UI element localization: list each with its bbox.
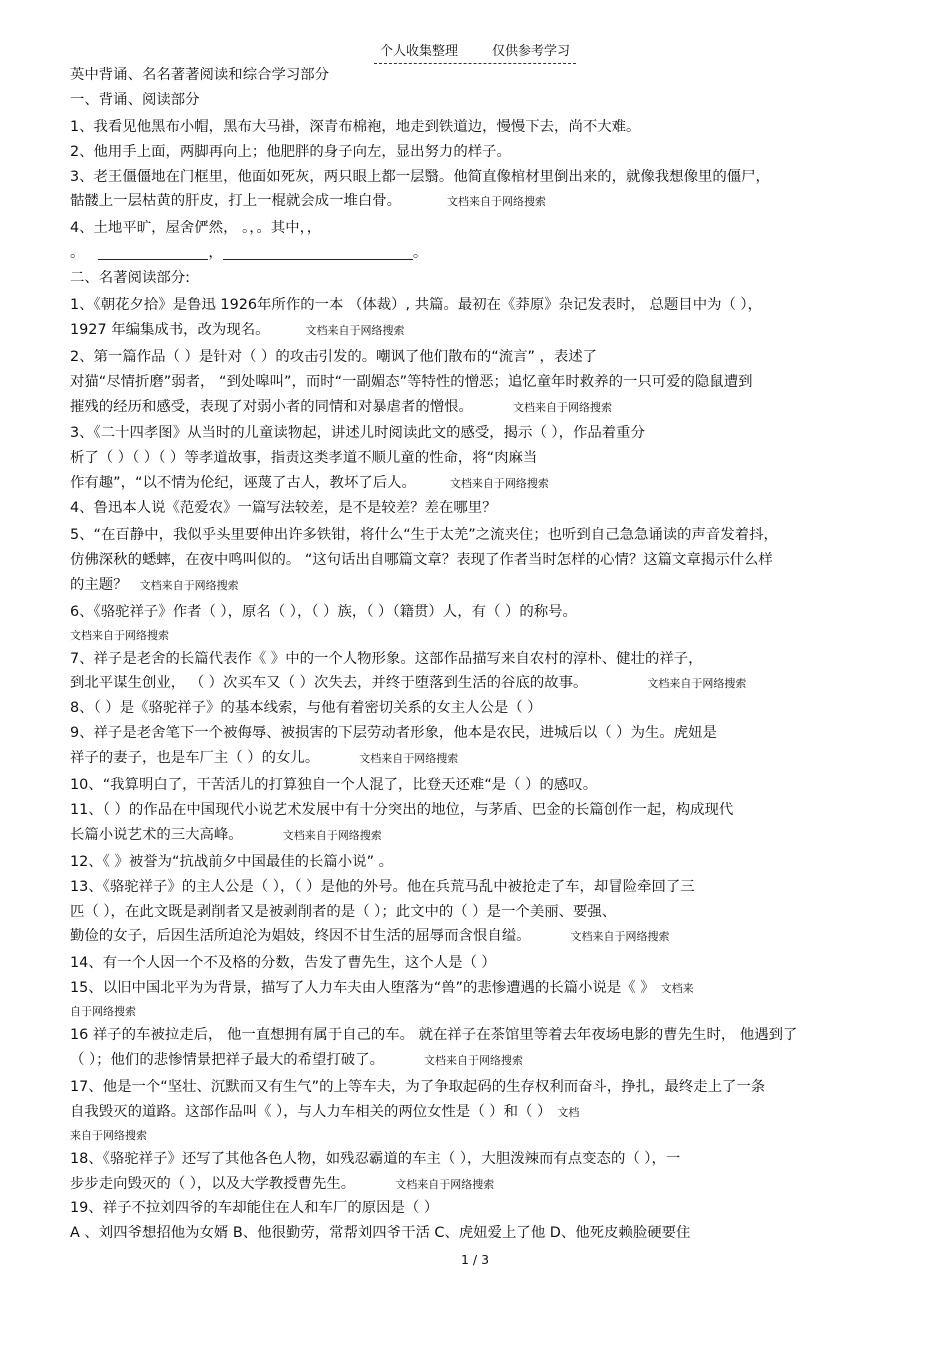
text-line: 5、“在百静中，我似乎头里要伸出许多铁钳，将什么“生于太羌”之流夹住；也听到自己急急诵读的声音发着抖， bbox=[70, 527, 778, 544]
text-line: 3、老王僵僵地在门框里，他面如死灰，两只眼上都一层翳。他简直像棺材里倒出来的，就像我想像里的僵尸， bbox=[70, 168, 770, 185]
line-text: 步步走向毁灭的（ ），以及大学教授曹先生。 bbox=[70, 1175, 356, 1192]
source-note: 文档来自于网络搜索 bbox=[70, 628, 169, 642]
source-note: 文档来自于网络搜索 bbox=[570, 930, 670, 944]
text-line: 2、他用手上面，两脚再向上；他肥胖的身子向左，显出努力的样子。 bbox=[70, 143, 511, 160]
source-note: 文档来自于网络搜索 bbox=[449, 477, 549, 491]
source-note: 文档来自于网络搜索 bbox=[359, 752, 459, 766]
text-line bbox=[70, 318, 890, 343]
choice-options: A 、刘四爷想招他为女婿 B、他很勤劳，常帮刘四爷干活 C、虎妞爱上了他 D、他死皮赖脸硬要住 bbox=[70, 1225, 691, 1242]
doc-title: 英中背诵、名名著著阅读和综合学习部分 bbox=[70, 67, 330, 83]
blank-underline bbox=[98, 243, 208, 260]
text-line: 3、《二十四孝图》从当时的儿童读物起，讲述儿时阅读此文的感受，揭示（ ），作品着重分 bbox=[70, 425, 645, 442]
text-line: 对猫“尽情折磨”弱者， “到处嗥叫”，而时“一副媚态”等特性的憎恶；追忆童年时救养的一只可爱的隐鼠遭到 bbox=[70, 373, 753, 390]
line-text: 作有趣”，“以不情为伦纪，诬蔑了古人，教坏了后人。 bbox=[70, 475, 416, 492]
text-line: 7、祥子是老舍的长篇代表作《 》中的一个人物形象。这部作品描写来自农村的淳朴、健壮的祥子， bbox=[70, 650, 703, 667]
source-note: 文档来自于网络搜索 bbox=[447, 195, 546, 209]
text-line: 12、《 》被誉为“抗战前夕中国最佳的长篇小说” 。 bbox=[70, 853, 393, 870]
text-line: 19、祥子不拉刘四爷的车却能住在人和车厂的原因是（ ） bbox=[70, 1200, 439, 1217]
line-text: ， bbox=[208, 245, 223, 262]
source-note: 文档来自于网络搜索 bbox=[512, 400, 612, 414]
text-line bbox=[70, 671, 890, 696]
text-line bbox=[70, 746, 890, 771]
text-line bbox=[70, 1125, 890, 1145]
line-text: 长篇小说艺术的三大高峰。 bbox=[70, 826, 243, 843]
text-line: 14、有一个人因一个不及格的分数，告发了曹先生，这个人是（ ） bbox=[70, 955, 496, 972]
line-text: 祥子的妻子，也是车厂主（ ）的女儿。 bbox=[70, 750, 320, 767]
page-number: 1 / 3 bbox=[460, 1252, 490, 1267]
section-heading-classics: 二、名著阅读部分: bbox=[70, 270, 190, 287]
fill-blank-line bbox=[70, 241, 890, 266]
source-note-fragment: 自于网络搜索 bbox=[70, 1005, 136, 1019]
text-line: 4、鲁迅本人说《范爱农》一篇写法较差，是不是较差？差在哪里？ bbox=[70, 500, 497, 517]
document-body bbox=[70, 63, 890, 1246]
source-note: 文档来自于网络搜索 bbox=[139, 578, 239, 592]
text-line: 2、第一篇作品（ ）是针对（ ）的攻击引发的。嘲讽了他们散布的“流言” ，表述了 bbox=[70, 348, 598, 365]
text-line bbox=[70, 1172, 890, 1197]
text-line: 17、他是一个“坚壮、沉默而又有生气”的上等车夫，为了争取起码的生存权利而奋斗，挣扎，最终走上了一条 bbox=[70, 1078, 766, 1095]
text-line bbox=[70, 573, 890, 598]
line-text: 摧残的经历和感受，表现了对弱小者的同情和对暴虐者的憎恨。 bbox=[70, 398, 473, 415]
text-line: 析了（ ）（ ）（ ）等孝道故事，指责这类孝道不顺儿童的性命，将“肉麻当 bbox=[70, 450, 538, 467]
source-note: 文档来自于网络搜索 bbox=[282, 828, 382, 842]
line-text: 自我毁灭的道路。这部作品叫《 ），与人力车相关的两位女性是（ ）和（ ） bbox=[70, 1103, 552, 1120]
page-header bbox=[0, 40, 950, 64]
source-note: 文档来自于网络搜索 bbox=[647, 677, 747, 691]
line-text: 骷髅上一层枯黄的肝皮，打上一棍就会成一堆白骨。 bbox=[70, 193, 401, 210]
line-text: 。 bbox=[70, 245, 85, 262]
source-note: 文档来自于网络搜索 bbox=[395, 1177, 495, 1191]
source-note-fragment: 来自于网络搜索 bbox=[70, 1128, 147, 1142]
text-line: 1、我看见他黑布小帽，黑布大马褂，深青布棉袍，地走到铁道边，慢慢下去，尚不大难。 bbox=[70, 118, 641, 135]
text-line bbox=[70, 1048, 890, 1073]
line-text: 15、以旧中国北平为为背景，描写了人力车夫由人堕落为“兽”的悲惨遭遇的长篇小说是《 》 bbox=[70, 980, 655, 997]
header-right-text: 仅供参考学习 bbox=[492, 44, 571, 59]
text-line: 13、《骆驼祥子》的主人公是（ ），（ ）是他的外号。他在兵荒马乱中被抢走了车，却冒险牵回了三 bbox=[70, 878, 695, 895]
header-left-text: 个人收集整理 bbox=[379, 44, 458, 59]
line-text: （ ）；他们的悲惨情景把祥子最大的希望打破了。 bbox=[70, 1051, 384, 1068]
line-text: 到北平谋生创业， （ ）次买车又（ ）次失去，并终于堕落到生活的谷底的故事。 bbox=[70, 675, 588, 692]
source-note: 文档来自于网络搜索 bbox=[423, 1053, 523, 1067]
text-line: 6、《骆驼祥子》作者（ ），原名（ ），（ ）族，（ ）（籍贯）人，有（ ）的称号。 bbox=[70, 603, 577, 620]
text-line: 1、《朝花夕拾》是鲁迅 1926年所作的一本 （体裁）, 共篇。最初在《莽原》杂记发表时， 总题目中为（ ）， bbox=[70, 297, 763, 314]
text-line bbox=[70, 625, 890, 645]
line-text: 。 bbox=[412, 245, 428, 262]
line-text: 勤俭的女子，后因生活所迫沦为娼妓，终因不甘生活的屈辱而含恨自缢。 bbox=[70, 928, 531, 945]
source-note-fragment: 文档来 bbox=[660, 982, 694, 996]
text-line: 10、“我算明白了，干苦活儿的打算独自一个人混了，比登天还难“是（ ）的感叹。 bbox=[70, 777, 598, 794]
text-line bbox=[70, 1001, 890, 1021]
text-line: 仿佛深秋的蟋蟀，在夜中鸣叫似的。 “这句话出自哪篇文章？表现了作者当时怎样的心情？这篇文章揭示什么样 bbox=[70, 551, 773, 568]
text-line: 16 祥子的车被拉走后， 他一直想拥有属于自己的车。 就在祥子在茶馆里等着去年夜场电影的曹先生时， 他遇到了 bbox=[70, 1027, 798, 1044]
text-line: 18、《骆驼祥子》还写了其他各色人物，如残忍霸道的车主（ ），大胆泼辣而有点变态的（ ），一 bbox=[70, 1150, 681, 1167]
header-banner bbox=[374, 40, 576, 64]
line-text: 1927 年编集成书，改为现名。 bbox=[70, 321, 270, 338]
text-line: 匹（ ），在此文既是剥削者又是被剥削者的是（ ）；此文中的（ ）是一个美丽、要强、 bbox=[70, 903, 617, 920]
line-text: 的主题？ bbox=[70, 576, 128, 593]
source-note-fragment: 文档 bbox=[557, 1105, 580, 1119]
blank-underline bbox=[223, 243, 413, 260]
text-line bbox=[70, 823, 890, 848]
text-line bbox=[70, 924, 890, 949]
text-line: 9、祥子是老舍笔下一个被侮辱、被损害的下层劳动者形象，他本是农民，进城后以（ ）为生。虎妞是 bbox=[70, 725, 717, 742]
text-line bbox=[70, 189, 890, 214]
text-line: 4、土地平旷，屋舍俨然， 。，。其中，， bbox=[70, 220, 322, 237]
text-line bbox=[70, 1100, 890, 1125]
text-line bbox=[70, 976, 890, 1001]
text-line bbox=[70, 471, 890, 496]
section-heading-recitation: 一、背诵、阅读部分 bbox=[70, 91, 200, 108]
text-line: 11、（ ）的作品在中国现代小说艺术发展中有十分突出的地位，与茅盾、巴金的长篇创作一起，构成现代 bbox=[70, 801, 734, 818]
text-line: 8、（ ）是《骆驼祥子》的基本线索，与他有着密切关系的女主人公是（ ） bbox=[70, 700, 542, 717]
source-note: 文档来自于网络搜索 bbox=[305, 323, 405, 337]
text-line bbox=[70, 395, 890, 420]
